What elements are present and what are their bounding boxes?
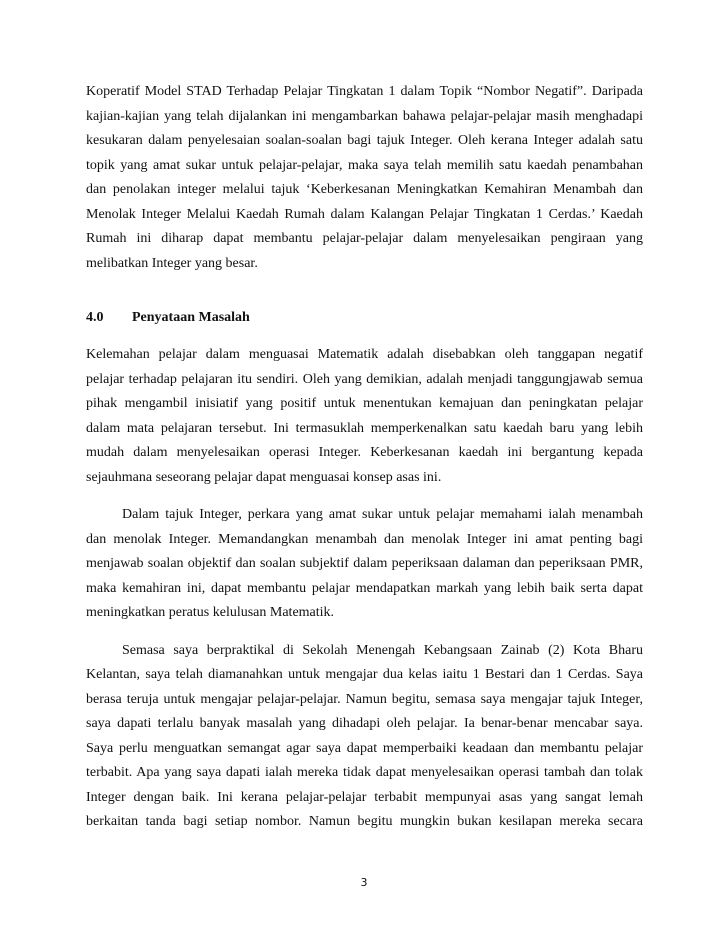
spacer (86, 626, 643, 639)
text-line: Saya perlu menguatkan semangat agar saya dapat memperbaiki keadaan dan membantu pelajar (86, 740, 643, 756)
section-title: Penyataan Masalah (132, 310, 250, 325)
text-line: berasa teruja untuk mengajar pelajar-pelajar. Namun begitu, semasa saya mengajar tajuk Integer, (86, 691, 643, 707)
text-line: mudah dalam menyelesaikan operasi Integer. Keberkesanan kaedah ini bergantung kepada (86, 445, 643, 460)
text-line: Koperatif Model STAD Terhadap Pelajar Tingkatan 1 dalam Topik “Nombor Negatif”. Daripada (86, 84, 643, 99)
text-line: pelajar terhadap pelajaran itu sendiri. Oleh yang demikian, adalah menjadi tanggungjawab semua (86, 371, 643, 387)
spacer (86, 490, 643, 503)
text-line: dan menolak Integer. Memandangkan menambah dan menolak Integer ini amat penting bagi (86, 531, 643, 547)
text-line: Rumah ini diharap dapat membantu pelajar-pelajar dalam menyelesaikan pengiraan yang (86, 231, 643, 246)
text-line: Kelemahan pelajar dalam menguasai Matematik adalah disebabkan oleh tanggapan negatif (86, 347, 643, 362)
text-line: melibatkan Integer yang besar. (86, 255, 258, 271)
paragraph-2 (86, 503, 643, 626)
text-line: dan penolakan integer melalui tajuk ‘Keberkesanan Meningkatkan Kemahiran Menambah dan (86, 182, 643, 197)
text-line: berkaitan tanda bagi setiap nombor. Namun begitu mungkin bukan kesilapan mereka secara (86, 814, 643, 829)
text-line: Menolak Integer Melalui Kaedah Rumah dalam Kalangan Pelajar Tingkatan 1 Cerdas.’ Kaedah (86, 206, 643, 222)
intro-paragraph (86, 80, 643, 276)
page-content (86, 80, 643, 835)
text-line: Integer dengan baik. Ini kerana pelajar-pelajar terbabit mempunyai asas yang sangat lemah (86, 789, 643, 805)
page-number: 3 (360, 876, 368, 889)
text-line: menjawab soalan objektif dan soalan subjektif dalam peperiksaan dalaman dan peperiksaan PMR, (86, 556, 643, 571)
text-line: meningkatkan peratus kelulusan Matematik. (86, 605, 335, 620)
section-number: 4.0 (86, 310, 104, 325)
spacer (86, 330, 643, 343)
text-line: sejauhmana seseorang pelajar dapat menguasai konsep asas ini. (86, 469, 442, 485)
text-line: dalam mata pelajaran tersebut. Ini termasuklah memperkenalkan satu kaedah baru yang lebih (86, 420, 643, 436)
paragraph-3 (86, 639, 643, 835)
section-heading (86, 306, 643, 330)
paragraph-1 (86, 343, 643, 490)
spacer (86, 276, 643, 306)
text-line: terbabit. Apa yang saya dapati ialah mereka tidak dapat menyelesaikan operasi tambah dan tolak (86, 765, 643, 780)
text-line: pihak mengambil inisiatif yang positif untuk menentukan kemajuan dan peningkatan pelajar (86, 396, 643, 411)
text-line: saya dapati terlalu banyak masalah yang dihadapi oleh pelajar. Ia benar-benar mencabar saya. (86, 716, 643, 731)
text-line: Semasa saya berpraktikal di Sekolah Menengah Kebangsaan Zainab (2) Kota Bharu (122, 642, 643, 658)
text-line: maka kemahiran ini, dapat membantu pelajar mendapatkan markah yang lebih baik serta dapat (86, 580, 643, 596)
text-line: topik yang amat sukar untuk pelajar-pelajar, maka saya telah memilih satu kaedah penambahan (86, 157, 643, 173)
text-line: Kelantan, saya telah diamanahkan untuk mengajar dua kelas iaitu 1 Bestari dan 1 Cerdas. Saya (86, 667, 643, 682)
text-line: kesukaran dalam penyelesaian soalan-soalan bagi tajuk Integer. Oleh kerana Integer adalah satu (86, 133, 643, 148)
text-line: kajian-kajian yang telah dijalankan ini mengambarkan bahawa pelajar-pelajar masih menghadapi (86, 108, 643, 124)
text-line: Dalam tajuk Integer, perkara yang amat sukar untuk pelajar memahami ialah menambah (122, 507, 643, 522)
